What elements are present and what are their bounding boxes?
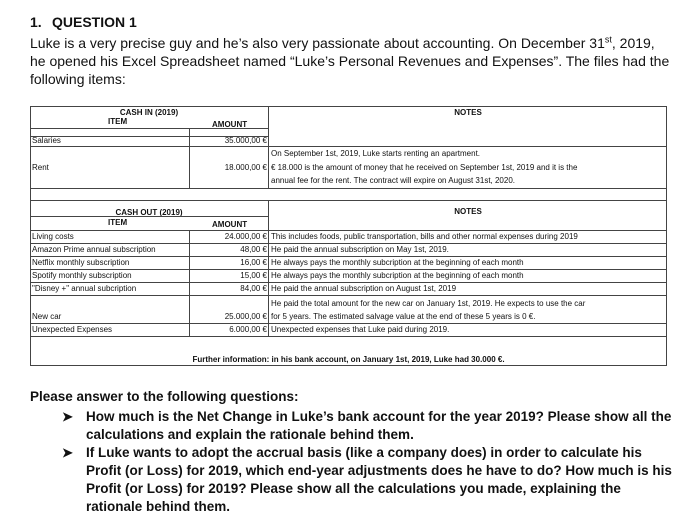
row-divider xyxy=(30,128,268,129)
row-divider xyxy=(30,323,667,324)
intro-paragraph xyxy=(30,34,670,88)
cash-out-item: Living costs xyxy=(32,232,74,241)
arrow-bullet-icon: ➤ xyxy=(62,445,73,460)
cash-out-title: CASH OUT (2019) xyxy=(115,208,183,217)
table-border xyxy=(30,365,667,366)
question-text: If Luke wants to adopt the accrual basis (like a company does) in order to calculate his Profit (or Loss) for 2019, which end-year adjustments does he have to do? How much is his Profit (or Loss) for 2019? Please show all the calculations you made, explaining the rationale behind them. xyxy=(86,445,672,514)
column-divider xyxy=(189,128,190,188)
cash-in-note-line: € 18.000 is the amount of money that he received on September 1st, 2019 and it is the xyxy=(271,163,578,172)
row-divider xyxy=(30,336,667,337)
column-divider xyxy=(268,106,269,188)
row-divider xyxy=(30,188,667,189)
row-divider xyxy=(30,269,667,270)
question-number: 1. xyxy=(30,14,42,30)
cash-out-note: He paid the annual subscription on May 1st, 2019. xyxy=(271,245,449,254)
cash-in-title: CASH IN (2019) xyxy=(119,108,179,117)
cash-out-amount: 25.000,00 € xyxy=(224,312,267,321)
cash-out-amount: 84,00 € xyxy=(240,284,267,293)
row-divider xyxy=(30,243,667,244)
arrow-bullet-icon: ➤ xyxy=(62,409,73,424)
row-divider xyxy=(30,295,667,296)
cash-in-notes-header: NOTES xyxy=(454,108,482,117)
cash-out-amount: 16,00 € xyxy=(240,258,267,267)
cash-out-note-line: He paid the total amount for the new car on January 1st, 2019. He expects to use the car xyxy=(271,299,586,308)
cash-out-item: Spotify monthly subscription xyxy=(32,271,132,280)
cash-in-amount-header: AMOUNT xyxy=(212,120,248,129)
row-divider xyxy=(30,282,667,283)
cash-out-amount-header: AMOUNT xyxy=(212,220,248,229)
cash-in-item-header: ITEM xyxy=(108,117,128,126)
row-divider xyxy=(30,200,667,201)
cash-in-amount: 35.000,00 € xyxy=(224,136,267,145)
further-information: Further information: in his bank account, on January 1st, 2019, Luke had 30.000 €. xyxy=(192,355,505,364)
column-divider xyxy=(189,230,190,336)
intro-text-start: Luke is a very precise guy and he’s also very passionate about accounting. On December 31 xyxy=(30,35,605,51)
intro-text-end: , 2019, he opened his Excel Spreadsheet named “Luke’s Personal Revenues and Expenses”. The files had the following items: xyxy=(30,35,670,87)
cash-out-amount: 48,00 € xyxy=(240,245,267,254)
cash-in-amount: 18.000,00 € xyxy=(224,163,267,172)
cash-out-item: Netflix monthly subscription xyxy=(32,258,130,267)
question-title: QUESTION 1 xyxy=(52,14,137,30)
cash-out-item-header: ITEM xyxy=(108,218,128,227)
table-border xyxy=(30,106,667,107)
row-divider xyxy=(30,256,667,257)
row-divider xyxy=(30,230,667,231)
questions-title: Please answer to the following questions: xyxy=(30,389,299,404)
spreadsheet-table xyxy=(30,106,667,366)
row-divider xyxy=(30,146,667,147)
column-divider xyxy=(268,200,269,336)
cash-out-note: He paid the annual subscription on August 1st, 2019 xyxy=(271,284,457,293)
cash-out-note: Unexpected expenses that Luke paid during 2019. xyxy=(271,325,450,334)
cash-in-note-line: On September 1st, 2019, Luke starts renting an apartment. xyxy=(271,149,481,158)
cash-out-note-line: for 5 years. The estimated salvage value at the end of these 5 years is 0 €. xyxy=(271,312,536,321)
table-border xyxy=(30,106,31,366)
row-divider xyxy=(30,216,268,217)
cash-out-note: He always pays the monthly subcription at the beginning of each month xyxy=(271,271,524,280)
cash-out-amount: 15,00 € xyxy=(240,271,267,280)
intro-superscript: st xyxy=(604,34,612,45)
cash-in-item: Salaries xyxy=(32,136,61,145)
cash-out-item: New car xyxy=(32,312,62,321)
question-heading xyxy=(30,14,137,30)
cash-out-note: This includes foods, public transportation, bills and other normal expenses during 2019 xyxy=(271,232,578,241)
cash-out-amount: 24.000,00 € xyxy=(224,232,267,241)
cash-in-item: Rent xyxy=(32,163,49,172)
table-border xyxy=(666,106,667,366)
cash-out-note: He always pays the monthly subcription at the beginning of each month xyxy=(271,258,524,267)
cash-out-item: Amazon Prime annual subscription xyxy=(32,245,156,254)
cash-out-item: "Disney +" annual subcription xyxy=(32,284,137,293)
cash-in-note-line: annual fee for the rent. The contract will expire on August 31st, 2020. xyxy=(271,176,516,185)
cash-out-item: Unexpected Expenses xyxy=(32,325,113,334)
question-text: How much is the Net Change in Luke’s bank account for the year 2019? Please show all the calculations and explain the rationale behind them. xyxy=(86,409,672,442)
cash-out-notes-header: NOTES xyxy=(454,207,482,216)
cash-out-amount: 6.000,00 € xyxy=(229,325,267,334)
